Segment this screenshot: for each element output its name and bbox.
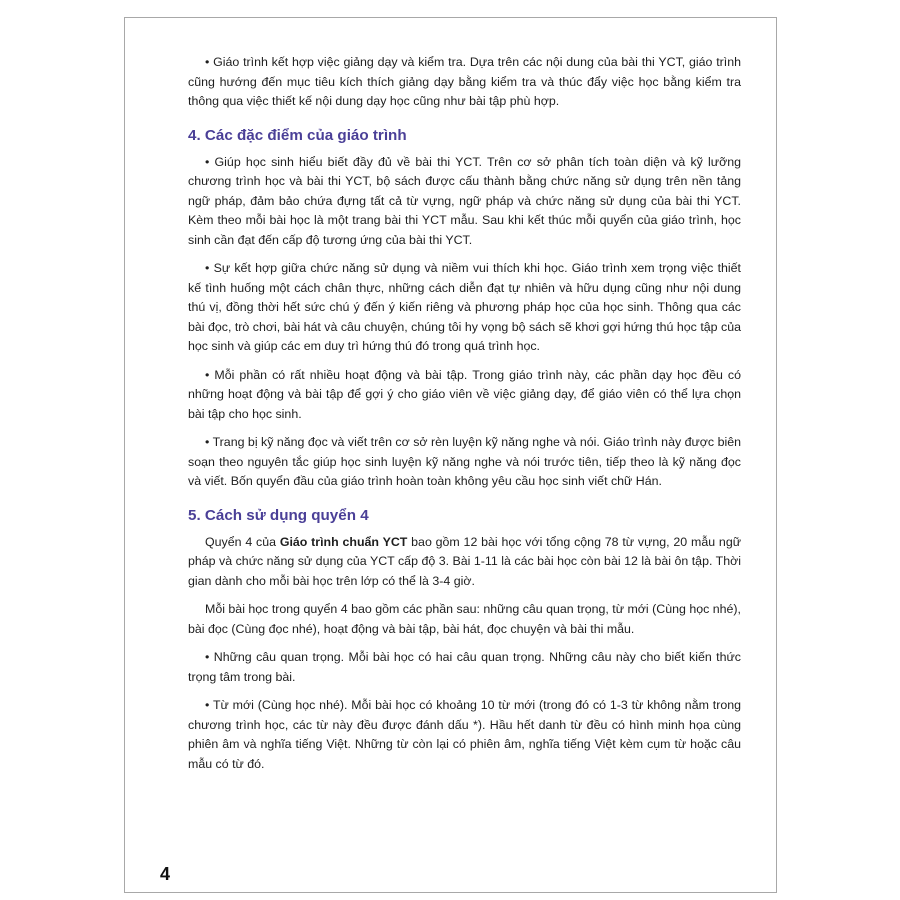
intro-paragraph: • Giáo trình kết hợp việc giảng dạy và kiểm tra. Dựa trên các nội dung của bài thi YCT, giáo trình cũng hướng đến mục tiêu kích thích giảng dạy bằng kiểm tra và thúc đẩy việc học bằng kiểm tra thông qua việc thiết kế nội dung dạy học cũng như bài tập phù hợp.: [188, 55, 741, 108]
section-4-number: 4.: [188, 126, 201, 144]
section-5-paragraph: • Những câu quan trọng. Mỗi bài học có hai câu quan trọng. Những câu này cho biết kiến thức trọng tâm trong bài.: [188, 650, 741, 684]
section-5-p1-before: Quyển 4 của: [205, 534, 280, 549]
page-content: [188, 53, 741, 783]
section-4-paragraph: • Giúp học sinh hiểu biết đầy đủ về bài thi YCT. Trên cơ sở phân tích toàn diện và kỹ lưỡng chương trình học và bài thi YCT, bộ sách được cấu thành bằng chức năng sử dụng trên nền tảng ngữ pháp, đảm bảo chứa đựng tất cả từ vựng, ngữ pháp và chức năng sử dụng của bài thi YCT. Kèm theo mỗi bài học là một trang bài thi YCT mẫu. Sau khi kết thúc mỗi quyển của giáo trình, học sinh cần đạt đến cấp độ tương ứng của bài thi YCT.: [188, 154, 741, 247]
section-4-heading: [188, 126, 741, 146]
book-page: [124, 17, 777, 893]
section-4-paragraph: • Trang bị kỹ năng đọc và viết trên cơ sở rèn luyện kỹ năng nghe và nói. Giáo trình này được biên soạn theo nguyên tắc giúp học sinh luyện kỹ năng nghe và nói trước tiên, tiếp theo là kỹ năng đọc và viết. Bốn quyển đầu của giáo trình hoàn toàn không yêu cầu học sinh viết chữ Hán.: [188, 435, 741, 488]
section-5-heading: [188, 506, 741, 526]
section-4-title: Các đặc điểm của giáo trình: [204, 126, 407, 144]
section-4-paragraph: • Sự kết hợp giữa chức năng sử dụng và niềm vui thích khi học. Giáo trình xem trọng việc thiết kế tình huống một cách chân thực, những cách diễn đạt tự nhiên và hữu dụng cũng như nội dung thú vị, đồng thời hết sức chú ý đến ý kiến riêng và phương pháp học của học sinh. Thông qua các bài đọc, trò chơi, bài hát và câu chuyện, chúng tôi hy vọng bộ sách sẽ khơi gợi hứng thú học tập của học sinh và giúp các em duy trì hứng thú đó trong quá trình học.: [188, 261, 741, 353]
section-5-paragraph: Mỗi bài học trong quyển 4 bao gồm các phần sau: những câu quan trọng, từ mới (Cùng học nhé), bài đọc (Cùng đọc nhé), hoạt động và bài tập, bài hát, đọc chuyện và bài thi mẫu.: [188, 602, 741, 636]
page-number: 4: [160, 864, 171, 884]
book-title-bold: Giáo trình chuẩn YCT: [279, 534, 408, 549]
section-5-p1-after: bao gồm 12 bài học với tổng cộng 78 từ vựng, 20 mẫu ngữ pháp và chức năng sử dụng của YCT cấp độ 3. Bài 1-11 là các bài học còn bài 12 là bài ôn tập. Thời gian dành cho mỗi bài học trên lớp có thể là 3-4 giờ.: [188, 534, 741, 588]
section-5-title: Cách sử dụng quyển 4: [204, 506, 369, 524]
section-5-paragraph: • Từ mới (Cùng học nhé). Mỗi bài học có khoảng 10 từ mới (trong đó có 1-3 từ không nằm trong chương trình học, các từ này đều được đánh dấu *). Hầu hết danh từ đều có hình minh họa cùng phiên âm và nghĩa tiếng Việt. Những từ còn lại có phiên âm, nghĩa tiếng Việt kèm cụm từ hoặc câu mẫu có từ đó.: [188, 698, 741, 771]
section-4-paragraph: • Mỗi phần có rất nhiều hoạt động và bài tập. Trong giáo trình này, các phần dạy học đều có những hoạt động và bài tập để gợi ý cho giáo viên về việc giảng dạy, để giáo viên có thể lựa chọn bài tập cho học sinh.: [188, 367, 741, 421]
section-5-paragraph: [188, 533, 741, 592]
section-5-number: 5.: [188, 506, 201, 524]
